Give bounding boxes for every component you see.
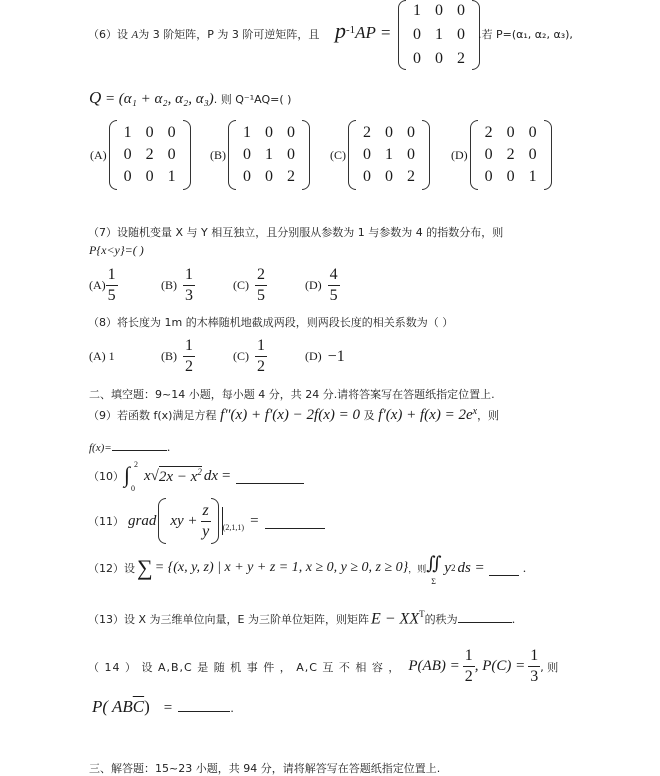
matrix-cell: 0 bbox=[528, 146, 537, 163]
q12-set: = {(x, y, z) | x + y + z = 1, x ≥ 0, y ≥ 0, z ≥ 0} bbox=[154, 560, 409, 575]
q7-option-a[interactable] bbox=[89, 265, 161, 306]
q14-tail: , 则 bbox=[540, 660, 559, 674]
sqrt-sign: √ bbox=[150, 467, 159, 484]
q12-period: . bbox=[522, 561, 527, 575]
numerator: 1 bbox=[106, 265, 118, 286]
q8-option-d[interactable] bbox=[305, 348, 377, 366]
q6-option-c[interactable] bbox=[330, 120, 430, 190]
q7-option-b[interactable] bbox=[161, 265, 233, 306]
q14-line2 bbox=[92, 697, 234, 717]
left-paren bbox=[109, 120, 117, 190]
q9-period: . bbox=[166, 440, 171, 454]
matrix-cell: 1 bbox=[265, 146, 273, 163]
q8-line1: （8）将长度为 1m 的木棒随机地截成两段，则两段长度的相关系数为（ ） bbox=[88, 316, 454, 329]
fraction bbox=[528, 646, 540, 687]
radicand bbox=[159, 466, 202, 486]
q9-line1 bbox=[88, 406, 499, 424]
q7-options bbox=[89, 265, 377, 306]
matrix-cell: 0 bbox=[243, 146, 251, 163]
q12-answer-blank[interactable] bbox=[489, 561, 519, 576]
section2-heading: 二、填空题：9~14 小题，每小题 4 分，共 24 分.请将答案写在答题纸指定位置上. bbox=[89, 388, 495, 401]
matrix-cell: 0 bbox=[123, 146, 132, 163]
q13-answer-blank[interactable] bbox=[458, 622, 512, 623]
q12-y: y bbox=[444, 559, 451, 576]
q6-line2 bbox=[89, 88, 291, 108]
radicand-sup: 2 bbox=[197, 467, 202, 477]
matrix-grid bbox=[236, 124, 302, 186]
denominator: y bbox=[202, 522, 210, 540]
matrix-cell: 2 bbox=[457, 50, 465, 67]
option-label: (B) bbox=[161, 278, 177, 292]
denominator: 5 bbox=[329, 287, 338, 304]
q12-label: （12）设 bbox=[88, 562, 135, 575]
matrix-cell: 0 bbox=[385, 124, 393, 141]
q6-q: Q bbox=[89, 88, 102, 107]
q10 bbox=[88, 460, 304, 493]
q8-option-a[interactable] bbox=[89, 349, 161, 364]
q11-label: （11） bbox=[88, 515, 124, 528]
q13-tail: 的秩为 bbox=[424, 613, 458, 627]
option-label: (C) bbox=[330, 147, 346, 162]
integral-subscript: Σ bbox=[431, 577, 436, 586]
q14-text: （ 14 ） 设 A,B,C 是 随 机 事 件 ， A,C 互 不 相 容 ， bbox=[88, 660, 401, 674]
matrix-cell: 0 bbox=[484, 168, 493, 185]
option-label: (A) bbox=[89, 349, 106, 363]
q9-tail: ，则 bbox=[477, 408, 500, 422]
numerator: z bbox=[201, 501, 211, 522]
matrix-cell: 1 bbox=[167, 168, 176, 185]
q6-option-b[interactable] bbox=[210, 120, 310, 190]
right-paren bbox=[183, 120, 191, 190]
q6-text: 设 bbox=[117, 28, 128, 41]
q14-close-paren: ) bbox=[144, 697, 150, 716]
matrix-cell: 0 bbox=[145, 168, 154, 185]
q13 bbox=[88, 609, 515, 628]
q14-p-ab: P(AB) = bbox=[408, 658, 460, 674]
option-value: −1 bbox=[327, 347, 345, 365]
numerator: 1 bbox=[183, 265, 195, 286]
integral-sign bbox=[124, 460, 140, 493]
matrix-cell: 0 bbox=[265, 168, 273, 185]
matrix-cell: 0 bbox=[407, 124, 415, 141]
q10-dx: dx bbox=[203, 467, 219, 484]
matrix-cell: 0 bbox=[435, 2, 443, 19]
fraction bbox=[201, 501, 211, 542]
sigma-symbol: ∑ bbox=[137, 555, 153, 580]
denominator: 3 bbox=[530, 668, 539, 685]
matrix-cell: 0 bbox=[528, 124, 537, 141]
q14-p-c: , P(C) = bbox=[474, 658, 526, 674]
q9-equation2: f′(x) + f(x) = 2e bbox=[378, 406, 473, 423]
right-paren bbox=[544, 120, 552, 190]
q9-and: 及 bbox=[363, 408, 375, 422]
q13-period: . bbox=[511, 612, 516, 627]
right-paren bbox=[422, 120, 430, 190]
matrix-cell: 0 bbox=[265, 124, 273, 141]
q6-lhs-p: p bbox=[335, 18, 346, 43]
fraction bbox=[255, 336, 267, 377]
matrix-cell: 0 bbox=[243, 168, 251, 185]
matrix-grid bbox=[117, 124, 183, 186]
matrix-cell: 0 bbox=[167, 124, 176, 141]
matrix-cell: 1 bbox=[413, 2, 421, 19]
fraction bbox=[106, 265, 118, 306]
matrix-cell: 0 bbox=[123, 168, 132, 185]
option-label: (B) bbox=[210, 147, 226, 162]
q10-label: （10） bbox=[88, 470, 124, 483]
matrix-cell: 0 bbox=[407, 146, 415, 163]
option-label: (A) bbox=[90, 147, 107, 162]
matrix-cell: 1 bbox=[123, 124, 132, 141]
matrix-grid bbox=[356, 124, 422, 186]
q11-point: (2,1,1) bbox=[222, 523, 245, 532]
q10-answer-blank[interactable] bbox=[236, 469, 304, 484]
q13-text: （13）设 X 为三维单位向量，E 为三阶单位矩阵，则矩阵 bbox=[88, 613, 369, 627]
q12-then: ，则 bbox=[408, 564, 427, 575]
q7-line1: （7）设随机变量 X 与 Y 相互独立，且分别服从参数为 1 与参数为 4 的指数分布，则 bbox=[88, 226, 504, 239]
option-label: (D) bbox=[451, 147, 468, 162]
q8-option-c[interactable] bbox=[233, 336, 305, 377]
left-paren bbox=[158, 498, 166, 544]
denominator: 5 bbox=[257, 287, 265, 304]
right-paren bbox=[302, 120, 310, 190]
matrix-cell: 1 bbox=[435, 26, 443, 43]
numerator: 1 bbox=[255, 336, 267, 357]
fraction bbox=[463, 646, 475, 687]
q6-lhs bbox=[335, 18, 391, 44]
matrix-cell: 0 bbox=[385, 168, 393, 185]
q12-ds: ds = bbox=[457, 559, 485, 576]
left-paren bbox=[398, 0, 406, 70]
matrix-cell: 0 bbox=[506, 124, 515, 141]
matrix-cell: 2 bbox=[287, 168, 295, 185]
q12 bbox=[88, 553, 527, 586]
denominator: 2 bbox=[185, 358, 193, 375]
matrix-grid bbox=[406, 2, 472, 68]
q6-given-matrix bbox=[398, 0, 480, 70]
matrix-cell: 0 bbox=[413, 50, 421, 67]
q12-y-sup: 2 bbox=[450, 563, 456, 573]
matrix-cell: 2 bbox=[506, 146, 515, 163]
q6-line1 bbox=[88, 26, 319, 42]
q10-x: x bbox=[144, 467, 151, 484]
q10-eq: = bbox=[222, 467, 231, 484]
matrix-cell: 0 bbox=[435, 50, 443, 67]
q7-option-c[interactable] bbox=[233, 265, 305, 306]
lower-limit: 0 bbox=[131, 484, 135, 493]
left-paren bbox=[228, 120, 236, 190]
q14-line1 bbox=[88, 646, 558, 687]
denominator: 5 bbox=[107, 287, 116, 304]
matrix-cell: 2 bbox=[484, 124, 493, 141]
numerator: 1 bbox=[528, 646, 540, 667]
matrix-grid bbox=[478, 124, 544, 186]
q6-ask: . 则 Q⁻¹AQ=( ) bbox=[213, 93, 292, 106]
q14-c-complement: $\overline{C}$ bbox=[132, 697, 145, 716]
q11 bbox=[88, 496, 325, 546]
integral-glyph: ∫ bbox=[124, 462, 131, 487]
section3-heading: 三、解答题：15~23 小题，共 94 分，请将解答写在答题纸指定位置上. bbox=[89, 762, 441, 775]
q11-eq: = bbox=[250, 512, 259, 529]
left-paren bbox=[470, 120, 478, 190]
matrix-cell: 0 bbox=[167, 146, 176, 163]
q6-option-a[interactable] bbox=[90, 120, 191, 190]
fraction bbox=[183, 336, 195, 377]
q14-p-expr: P( AB bbox=[92, 697, 133, 716]
matrix-cell: 0 bbox=[363, 168, 371, 185]
left-paren bbox=[348, 120, 356, 190]
numerator: 1 bbox=[463, 646, 475, 667]
option-label: (B) bbox=[161, 349, 177, 363]
denominator: 3 bbox=[185, 287, 193, 304]
q9-line2 bbox=[89, 440, 170, 454]
denominator: 2 bbox=[257, 358, 265, 375]
q14-answer-blank[interactable] bbox=[178, 711, 230, 712]
matrix-cell: 0 bbox=[413, 26, 421, 43]
matrix-cell: 1 bbox=[243, 124, 251, 141]
q9-fx: f(x)= bbox=[89, 442, 112, 454]
option-label: (D) bbox=[305, 278, 322, 292]
q6-tail: .若 P=(α₁, α₂, α₃), bbox=[478, 28, 573, 41]
matrix-cell: 0 bbox=[287, 124, 295, 141]
matrix-cell: 0 bbox=[506, 168, 515, 185]
matrix-cell: 0 bbox=[287, 146, 295, 163]
fraction bbox=[328, 265, 340, 306]
numerator: 2 bbox=[255, 265, 267, 286]
option-label: (D) bbox=[305, 349, 322, 363]
q13-transpose: T bbox=[419, 609, 425, 619]
numerator: 4 bbox=[328, 265, 340, 286]
radicand-text: 2x − x bbox=[158, 469, 198, 485]
option-label: (A) bbox=[89, 278, 106, 292]
option-label: (C) bbox=[233, 349, 249, 363]
matrix-cell: 0 bbox=[457, 2, 465, 19]
matrix-cell: 0 bbox=[484, 146, 493, 163]
q9-equation1: f″(x) + f′(x) − 2f(x) = 0 bbox=[220, 406, 360, 423]
q11-expr: xy + bbox=[170, 512, 198, 529]
q14-eq: = bbox=[163, 700, 173, 716]
matrix-cell: 0 bbox=[145, 124, 154, 141]
double-integral bbox=[426, 553, 444, 586]
fraction bbox=[183, 265, 195, 306]
q6-lhs-ap: AP = bbox=[355, 23, 392, 42]
matrix-cell: 1 bbox=[385, 146, 393, 163]
q7-option-d[interactable] bbox=[305, 265, 377, 306]
q11-answer-blank[interactable] bbox=[265, 514, 325, 529]
q8-options bbox=[89, 336, 377, 377]
option-value: 1 bbox=[108, 349, 115, 363]
fraction bbox=[255, 265, 267, 306]
q9-text: （9）若函数 f(x)满足方程 bbox=[88, 408, 217, 422]
matrix-cell: 2 bbox=[407, 168, 415, 185]
q13-expr: E − XX bbox=[370, 610, 420, 628]
option-label: (C) bbox=[233, 278, 249, 292]
matrix-cell: 2 bbox=[145, 146, 154, 163]
q6-options bbox=[90, 120, 590, 200]
q9-answer-blank[interactable] bbox=[112, 450, 167, 451]
upper-limit: 2 bbox=[134, 460, 138, 469]
q6-label: （6） bbox=[88, 28, 117, 41]
integral-glyph: ∬ bbox=[426, 553, 442, 573]
matrix-cell: 0 bbox=[363, 146, 371, 163]
q11-grad: grad bbox=[128, 512, 157, 529]
q6-q-def: = (α₁ + α₂, α₂, α₃) bbox=[104, 91, 214, 107]
right-paren bbox=[211, 498, 219, 544]
q6-text2: 为 3 阶矩阵，P 为 3 阶可逆矩阵，且 bbox=[138, 28, 320, 41]
q9-exp: x bbox=[472, 406, 478, 417]
q14-period: . bbox=[230, 701, 234, 715]
q6-var-a: A bbox=[131, 29, 139, 41]
denominator: 2 bbox=[464, 668, 473, 685]
matrix-cell: 1 bbox=[528, 168, 537, 185]
q7-line2: P{x<y}=( ) bbox=[89, 243, 144, 257]
q6-option-d[interactable] bbox=[451, 120, 552, 190]
q8-option-b[interactable] bbox=[161, 336, 233, 377]
matrix-cell: 2 bbox=[363, 124, 371, 141]
q6-lhs-sup: -1 bbox=[346, 24, 356, 37]
matrix-cell: 0 bbox=[457, 26, 465, 43]
numerator: 1 bbox=[183, 336, 195, 357]
